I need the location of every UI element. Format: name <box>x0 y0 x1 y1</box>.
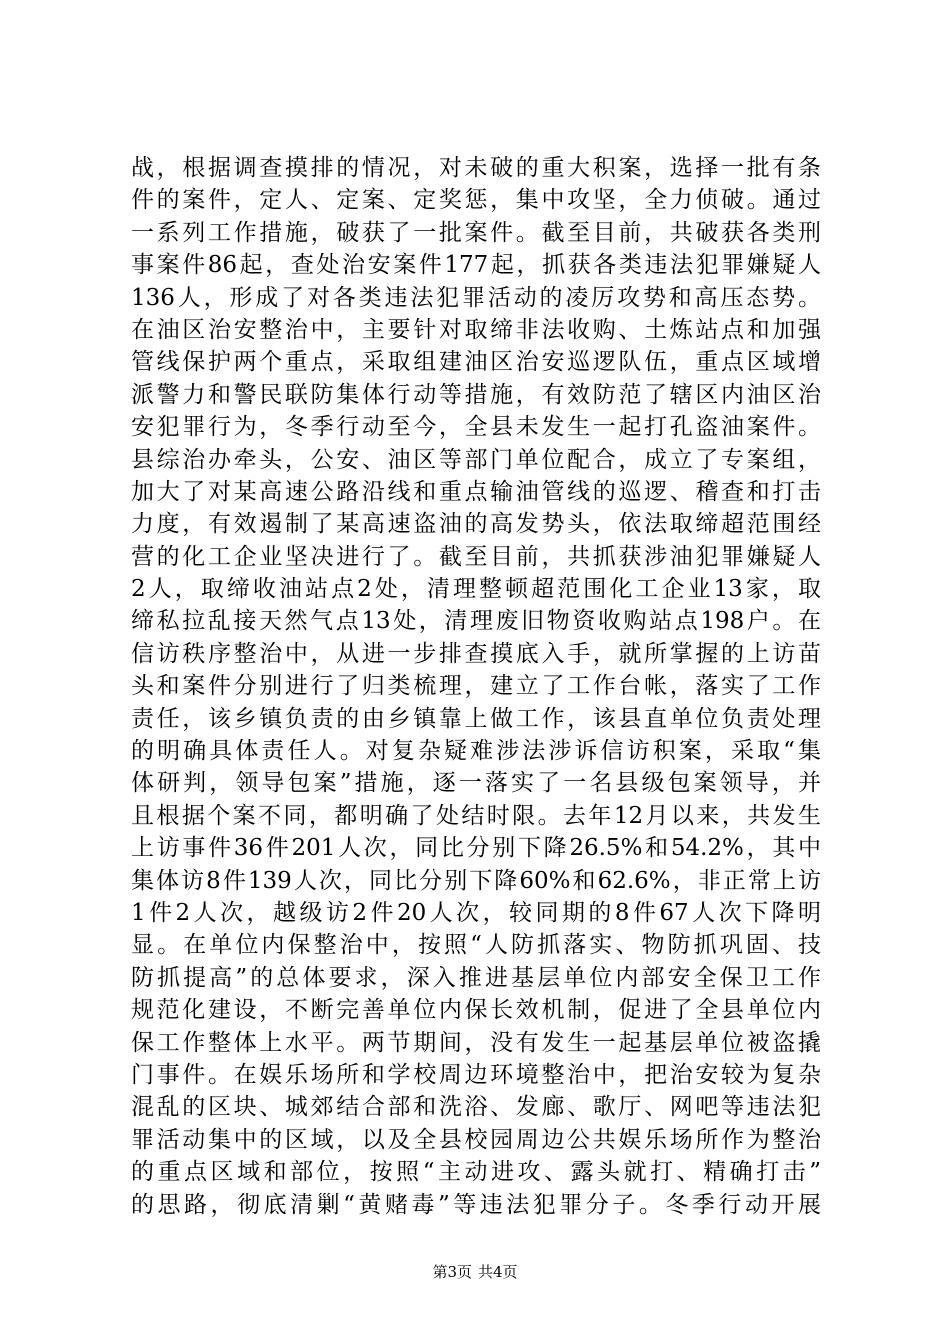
text-line: 1件2人次，越级访2件20人次，较同期的8件67人次下降明 <box>131 899 821 926</box>
text-line: 一系列工作措施，破获了一批案件。截至目前，共破获各类刑 <box>131 219 821 246</box>
text-line: 县综治办牵头，公安、油区等部门单位配合，成立了专案组， <box>131 446 821 473</box>
text-line: 2人，取缔收油站点2处，清理整顿超范围化工企业13家，取 <box>131 576 821 603</box>
text-line: 派警力和警民联防集体行动等措施，有效防范了辖区内油区治 <box>131 381 821 408</box>
body-paragraph <box>131 152 821 1221</box>
text-line: 体研判，领导包案”措施，逐一落实了一名县级包案领导，并 <box>131 770 821 797</box>
text-line: 的明确具体责任人。对复杂疑难涉法涉诉信访积案，采取“集 <box>131 738 821 765</box>
text-line: 混乱的区块、城郊结合部和洗浴、发廊、歌厅、网吧等违法犯 <box>131 1094 821 1121</box>
text-line: 事案件86起，查处治安案件177起，抓获各类违法犯罪嫌疑人 <box>131 252 821 279</box>
page-footer <box>0 1262 950 1282</box>
text-line: 加大了对某高速公路沿线和重点输油管线的巡逻、稽查和打击 <box>131 478 821 505</box>
text-line: 显。在单位内保整治中，按照“人防抓落实、物防抓巩固、技 <box>131 932 821 959</box>
text-line: 136人，形成了对各类违法犯罪活动的凌厉攻势和高压态势。 <box>131 284 821 311</box>
text-line: 规范化建设，不断完善单位内保长效机制，促进了全县单位内 <box>131 997 821 1024</box>
text-line: 营的化工企业坚决进行了。截至目前，共抓获涉油犯罪嫌疑人 <box>131 543 821 570</box>
text-line: 信访秩序整治中，从进一步排查摸底入手，就所掌握的上访苗 <box>131 640 821 667</box>
text-line: 件的案件，定人、定案、定奖惩，集中攻坚，全力侦破。通过 <box>131 187 821 214</box>
text-line: 头和案件分别进行了归类梳理，建立了工作台帐，落实了工作 <box>131 673 821 700</box>
text-line: 力度，有效遏制了某高速盗油的高发势头，依法取缔超范围经 <box>131 511 821 538</box>
text-line: 的重点区域和部位，按照“主动进攻、露头就打、精确打击” <box>131 1159 821 1186</box>
text-line: 保工作整体上水平。两节期间，没有发生一起基层单位被盗撬 <box>131 1029 821 1056</box>
text-line: 在油区治安整治中，主要针对取缔非法收购、土炼站点和加强 <box>131 316 821 343</box>
text-line: 缔私拉乱接天然气点13处，清理废旧物资收购站点198户。在 <box>131 608 821 635</box>
text-line: 集体访8件139人次，同比分别下降60%和62.6%，非正常上访 <box>131 867 821 894</box>
text-line: 且根据个案不同，都明确了处结时限。去年12月以来，共发生 <box>131 802 821 829</box>
text-line: 管线保护两个重点，采取组建油区治安巡逻队伍，重点区域增 <box>131 349 821 376</box>
text-line: 罪活动集中的区域，以及全县校园周边公共娱乐场所作为整治 <box>131 1126 821 1153</box>
page-number-total: 共4页 <box>478 1263 518 1281</box>
text-line: 门事件。在娱乐场所和学校周边环境整治中，把治安较为复杂 <box>131 1061 821 1088</box>
page-number-current: 第3页 <box>432 1263 472 1281</box>
text-line: 战，根据调查摸排的情况，对未破的重大积案，选择一批有条 <box>131 155 821 181</box>
text-line: 的思路，彻底清剿“黄赌毒”等违法犯罪分子。冬季行动开展 <box>131 1191 821 1218</box>
text-line: 上访事件36件201人次，同比分别下降26.5%和54.2%，其中 <box>131 835 821 862</box>
text-line: 安犯罪行为，冬季行动至今，全县未发生一起打孔盗油案件。 <box>131 414 821 441</box>
text-line: 责任，该乡镇负责的由乡镇靠上做工作，该县直单位负责处理 <box>131 705 821 732</box>
text-line: 防抓提高”的总体要求，深入推进基层单位内部安全保卫工作 <box>131 964 821 991</box>
